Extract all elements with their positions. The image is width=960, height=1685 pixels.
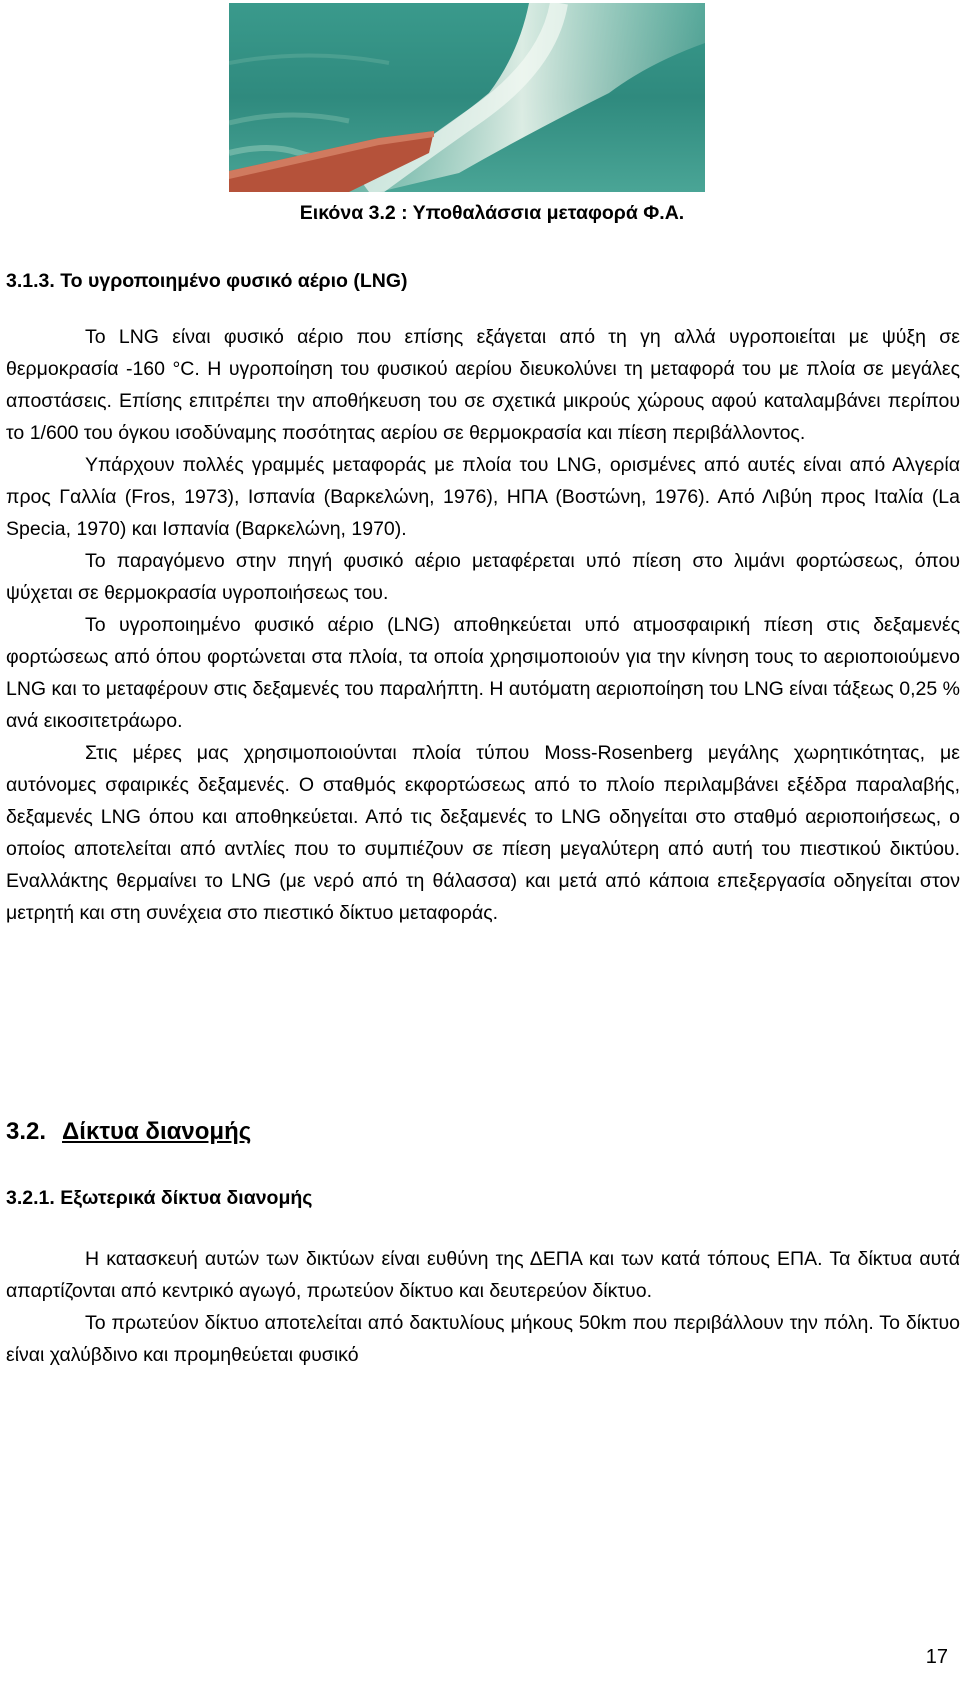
paragraph: Το παραγόμενο στην πηγή φυσικό αέριο μεταφέρεται υπό πίεση στο λιμάνι φορτώσεως, όπου ψύχεται σε θερμοκρασία υγροποιήσεως του. [6,550,960,604]
page-number: 17 [925,1646,948,1668]
pipeline-illustration [229,3,705,192]
paragraph: Η κατασκευή αυτών των δικτύων είναι ευθύνη της ΔΕΠΑ και των κατά τόπους ΕΠΑ. Τα δίκτυα αυτά απαρτίζονται από κεντρικό αγωγό, πρωτεύον δίκτυο και δευτερεύον δίκτυο. [6,1248,960,1302]
figure-caption: Εικόνα 3.2 : Υποθαλάσσια μεταφορά Φ.Α. [299,202,685,224]
underwater-pipeline-photo [229,3,705,192]
section-number: 3.2. [6,1118,47,1145]
section-title: Δίκτυα διανομής [62,1118,252,1145]
paragraph: Το υγροποιημένο φυσικό αέριο (LNG) αποθηκεύεται υπό ατμοσφαιρική πίεση στις δεξαμενές φορτώσεως από όπου φορτώνεται στα πλοία, τα οποία χρησιμοποιούν για την κίνηση τους το αεριοποιούμενο LNG και το μεταφέρουν στις δεξαμενές του παραλήπτη. Η αυτόματη αεριοποίηση του LNG είναι τάξεως 0,25 % ανά εικοσιτετράωρο. [6,614,960,732]
section-body-3-1-3 [6,321,960,929]
paragraph: Το πρωτεύον δίκτυο αποτελείται από δακτυλίους μήκους 50km που περιβάλλουν την πόλη. Το δίκτυο είναι χαλύβδινο και προμηθεύεται φυσικό [6,1312,960,1366]
section-heading-3-1-3: 3.1.3. Το υγροποιημένο φυσικό αέριο (LNG) [6,270,408,292]
section-heading-3-2 [6,1115,251,1149]
paragraph: Υπάρχουν πολλές γραμμές μεταφοράς με πλοία του LNG, ορισμένες από αυτές είναι από Αλγερία προς Γαλλία (Fros, 1973), Ισπανία (Βαρκελώνη, 1976), ΗΠΑ (Βοστώνη, 1976). Από Λιβύη προς Ιταλία (La Specia, 1970) και Ισπανία (Βαρκελώνη, 1970). [6,454,960,540]
section-body-3-2-1 [6,1243,960,1371]
paragraph: Το LNG είναι φυσικό αέριο που επίσης εξάγεται από τη γη αλλά υγροποιείται με ψύξη σε θερμοκρασία -160 °C. Η υγροποίηση του φυσικού αερίου διευκολύνει τη μεταφορά του με πλοία σε μεγάλες αποστάσεις. Επίσης επιτρέπει την αποθήκευση του σε σχετικά μικρούς χώρους αφού καταλαμβάνει περίπου το 1/600 του όγκου ισοδύναμης ποσότητας αερίου σε θερμοκρασία και πίεση περιβάλλοντος. [6,326,960,444]
paragraph: Στις μέρες μας χρησιμοποιούνται πλοία τύπου Moss-Rosenberg μεγάλης χωρητικότητας, με αυτόνομες σφαιρικές δεξαμενές. Ο σταθμός εκφορτώσεως από το πλοίο περιλαμβάνει εξέδρα παραλαβής, δεξαμενές LNG όπου και αποθηκεύεται. Από τις δεξαμενές το LNG οδηγείται στο σταθμό αεριοποιήσεως, ο οποίος αποτελείται από αντλίες που το συμπιέζουν σε πίεση μεγαλύτερη από αυτή του πιεστικού δικτύου. Εναλλάκτης θερμαίνει το LNG (με νερό από τη θάλασσα) και μετά από κάποια επεξεργασία οδηγείται στον μετρητή και στη συνέχεια στο πιεστικό δίκτυο μεταφοράς. [6,742,960,924]
section-heading-3-2-1: 3.2.1. Εξωτερικά δίκτυα διανομής [6,1187,313,1209]
